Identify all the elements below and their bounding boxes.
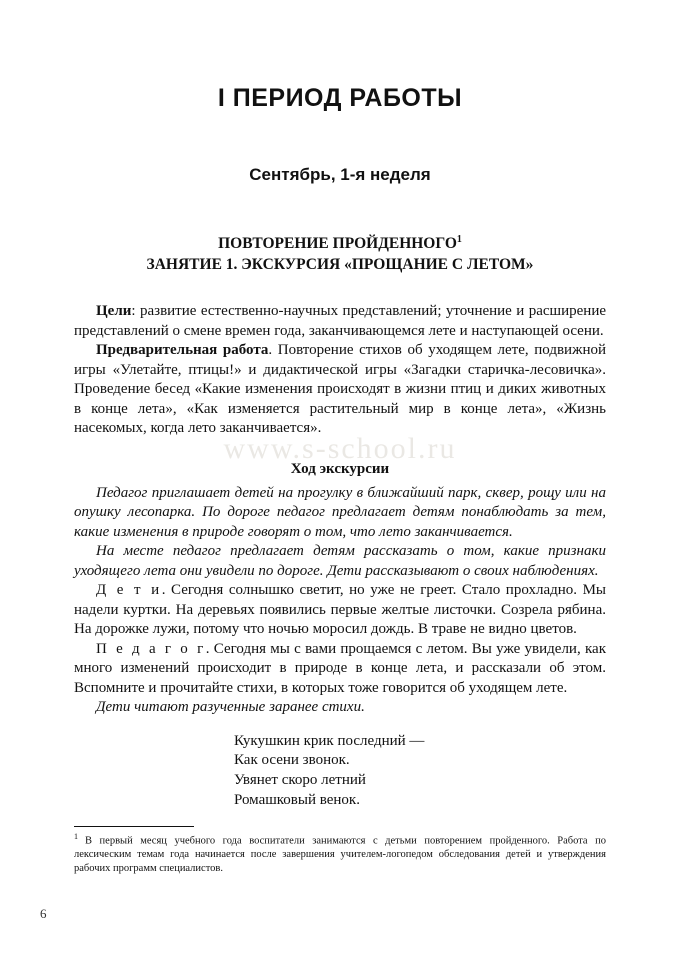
watermark: www.s-school.ru <box>223 432 457 465</box>
children-speaker-label: Д е т и <box>96 582 162 598</box>
lesson-heading: ЗАНЯТИЕ 1. ЭКСКУРСИЯ «ПРОЩАНИЕ С ЛЕТОМ» <box>146 256 534 274</box>
italic-paragraph-1: Педагог приглашает детей на прогулку в ближайший парк, сквер, рощу или на опушку лесопарка. По дороге педагог предлагает детям понаблюдать за тем, какие изменения в природе говорят о том, что лето заканчивается. <box>74 484 606 540</box>
page-number: 6 <box>40 906 47 921</box>
footnote-marker: 1 <box>74 832 78 841</box>
footnote-text: В первый месяц учебного года воспитатели занимаются с детьми повторением пройденного. Работа по лексическим темам года начинается после завершения учителем-логопедом обследования детей и утверждения рабочих программ специалистов. <box>74 835 606 875</box>
italic-paragraph-2: На месте педагог предлагает детям рассказать о том, какие признаки уходящего лета они увидели по дороге. Дети рассказывают о своих наблюдениях. <box>74 543 606 579</box>
week-subtitle: Сентябрь, 1-я неделя <box>249 165 431 184</box>
children-dialogue-text: . Сегодня солнышко светит, но уже не греет. Стало прохладно. Мы надели куртки. На деревьях появились первые желтые листочки. Созрела рябина. На дорожке лужи, потому что ночью моросил дождь. В траве не видно цветов. <box>74 582 606 637</box>
preparation-text: . Повторение стихов об уходящем лете, подвижной игры «Улетайте, птицы!» и дидактической игры «Загадки старичка-лесовичка». Проведение бесед «Какие изменения происходят в жизни птиц и диких животных в конце лета», «Как изменяется растительный мир в конце лета», «Жизнь насекомых, когда лето заканчивается». <box>74 342 606 436</box>
italic-paragraph-3: Дети читают разученные заранее стихи. <box>96 699 365 715</box>
verse-block <box>74 732 606 812</box>
footnote-reference: 1 <box>456 234 462 245</box>
verse-line: Увянет скоро летний <box>234 772 366 789</box>
goals-text: : развитие естественно-научных представлений; уточнение и расширение представлений о смене времен года, заканчивающемся лете и наступающей осени. <box>74 303 606 339</box>
preparation-paragraph <box>74 341 606 439</box>
section-heading <box>74 233 606 255</box>
verse-line: Кукушкин крик последний — <box>234 732 425 749</box>
section-heading-text: ПОВТОРЕНИЕ ПРОЙДЕННОГО <box>218 235 457 253</box>
preparation-label: Предварительная работа <box>96 342 269 358</box>
page-title: I ПЕРИОД РАБОТЫ <box>217 84 463 112</box>
course-heading: Ход экскурсии <box>290 460 390 477</box>
teacher-dialogue-text: . Сегодня мы с вами прощаемся с летом. Вы уже увидели, как много изменений происходит в природе в конце лета, и рассказали об этом. Вспомните и прочитайте стихи, в которых тоже говорится об уходящем лете. <box>74 640 606 696</box>
children-dialogue <box>74 581 606 640</box>
teacher-speaker-label: П е д а г о г <box>96 640 206 657</box>
footnote <box>74 832 606 876</box>
verse-line: Ромашковый венок. <box>234 792 360 809</box>
goals-label: Цели <box>96 303 132 319</box>
goals-paragraph <box>74 302 606 341</box>
verse-line: Как осени звонок. <box>234 752 350 769</box>
footnote-divider <box>74 826 194 827</box>
footnote-block <box>74 826 606 876</box>
teacher-dialogue <box>74 640 606 699</box>
